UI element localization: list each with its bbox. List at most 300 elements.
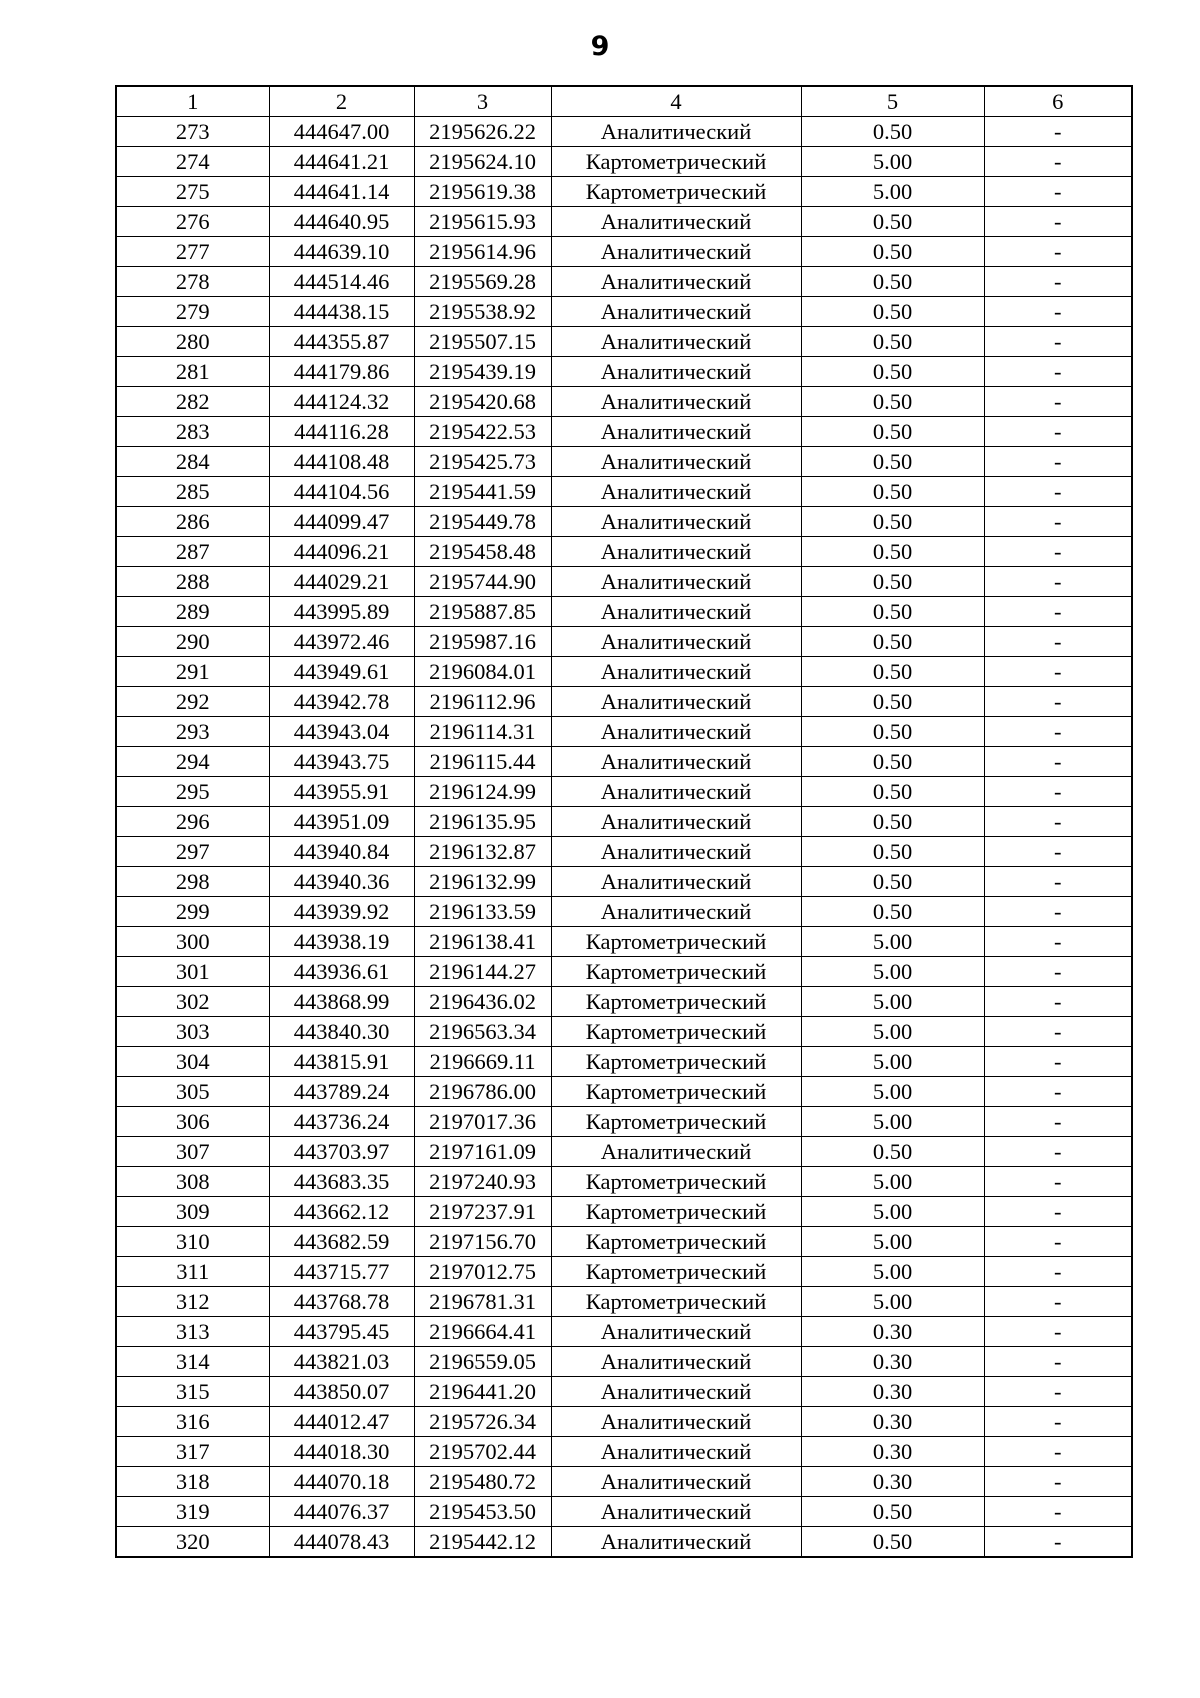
x-coordinate-cell: 444641.21: [269, 147, 414, 177]
x-coordinate-cell: 444018.30: [269, 1437, 414, 1467]
method-cell: Картометрический: [551, 177, 801, 207]
accuracy-cell: 5.00: [801, 1197, 984, 1227]
method-cell: Аналитический: [551, 657, 801, 687]
accuracy-cell: 0.50: [801, 387, 984, 417]
coordinates-table: [115, 85, 1133, 1558]
accuracy-cell: 5.00: [801, 147, 984, 177]
description-cell: -: [984, 1437, 1132, 1467]
accuracy-cell: 0.50: [801, 687, 984, 717]
method-cell: Картометрический: [551, 1167, 801, 1197]
accuracy-cell: 5.00: [801, 1107, 984, 1137]
point-number-cell: 295: [116, 777, 269, 807]
point-number-cell: 305: [116, 1077, 269, 1107]
table-row: [116, 447, 1132, 477]
x-coordinate-cell: 443949.61: [269, 657, 414, 687]
accuracy-cell: 0.50: [801, 477, 984, 507]
table-row: [116, 1257, 1132, 1287]
point-number-cell: 283: [116, 417, 269, 447]
y-coordinate-cell: 2197240.93: [414, 1167, 551, 1197]
method-cell: Аналитический: [551, 717, 801, 747]
x-coordinate-cell: 443821.03: [269, 1347, 414, 1377]
description-cell: -: [984, 657, 1132, 687]
point-number-cell: 314: [116, 1347, 269, 1377]
table-row: [116, 1017, 1132, 1047]
method-cell: Аналитический: [551, 627, 801, 657]
accuracy-cell: 0.50: [801, 597, 984, 627]
description-cell: -: [984, 117, 1132, 147]
description-cell: -: [984, 867, 1132, 897]
table-row: [116, 747, 1132, 777]
point-number-cell: 320: [116, 1527, 269, 1558]
point-number-cell: 311: [116, 1257, 269, 1287]
description-cell: -: [984, 717, 1132, 747]
point-number-cell: 319: [116, 1497, 269, 1527]
table-header-row: [116, 86, 1132, 117]
method-cell: Аналитический: [551, 387, 801, 417]
point-number-cell: 290: [116, 627, 269, 657]
point-number-cell: 308: [116, 1167, 269, 1197]
point-number-cell: 307: [116, 1137, 269, 1167]
method-cell: Аналитический: [551, 837, 801, 867]
table-row: [116, 297, 1132, 327]
method-cell: Аналитический: [551, 237, 801, 267]
accuracy-cell: 0.50: [801, 357, 984, 387]
y-coordinate-cell: 2197156.70: [414, 1227, 551, 1257]
point-number-cell: 306: [116, 1107, 269, 1137]
point-number-cell: 289: [116, 597, 269, 627]
point-number-cell: 294: [116, 747, 269, 777]
method-cell: Аналитический: [551, 447, 801, 477]
table-row: [116, 1047, 1132, 1077]
x-coordinate-cell: 443703.97: [269, 1137, 414, 1167]
x-coordinate-cell: 444012.47: [269, 1407, 414, 1437]
y-coordinate-cell: 2196114.31: [414, 717, 551, 747]
method-cell: Аналитический: [551, 477, 801, 507]
y-coordinate-cell: 2195425.73: [414, 447, 551, 477]
x-coordinate-cell: 444099.47: [269, 507, 414, 537]
method-cell: Картометрический: [551, 927, 801, 957]
table-row: [116, 687, 1132, 717]
accuracy-cell: 0.30: [801, 1437, 984, 1467]
method-cell: Картометрический: [551, 1077, 801, 1107]
description-cell: -: [984, 1017, 1132, 1047]
y-coordinate-cell: 2196786.00: [414, 1077, 551, 1107]
point-number-cell: 309: [116, 1197, 269, 1227]
table-row: [116, 1197, 1132, 1227]
table-row: [116, 1077, 1132, 1107]
table-row: [116, 1437, 1132, 1467]
point-number-cell: 287: [116, 537, 269, 567]
x-coordinate-cell: 443795.45: [269, 1317, 414, 1347]
description-cell: -: [984, 1107, 1132, 1137]
y-coordinate-cell: 2196115.44: [414, 747, 551, 777]
accuracy-cell: 5.00: [801, 1227, 984, 1257]
column-header-5: 5: [801, 86, 984, 117]
point-number-cell: 288: [116, 567, 269, 597]
accuracy-cell: 0.30: [801, 1347, 984, 1377]
y-coordinate-cell: 2195614.96: [414, 237, 551, 267]
accuracy-cell: 0.50: [801, 327, 984, 357]
x-coordinate-cell: 443840.30: [269, 1017, 414, 1047]
y-coordinate-cell: 2195507.15: [414, 327, 551, 357]
description-cell: -: [984, 1287, 1132, 1317]
method-cell: Картометрический: [551, 987, 801, 1017]
method-cell: Аналитический: [551, 267, 801, 297]
point-number-cell: 282: [116, 387, 269, 417]
accuracy-cell: 0.50: [801, 117, 984, 147]
y-coordinate-cell: 2196124.99: [414, 777, 551, 807]
table-row: [116, 807, 1132, 837]
point-number-cell: 301: [116, 957, 269, 987]
point-number-cell: 275: [116, 177, 269, 207]
point-number-cell: 276: [116, 207, 269, 237]
method-cell: Аналитический: [551, 777, 801, 807]
description-cell: -: [984, 777, 1132, 807]
table-row: [116, 897, 1132, 927]
x-coordinate-cell: 444179.86: [269, 357, 414, 387]
y-coordinate-cell: 2196084.01: [414, 657, 551, 687]
point-number-cell: 280: [116, 327, 269, 357]
table-row: [116, 537, 1132, 567]
column-header-3: 3: [414, 86, 551, 117]
y-coordinate-cell: 2195702.44: [414, 1437, 551, 1467]
x-coordinate-cell: 443940.84: [269, 837, 414, 867]
method-cell: Аналитический: [551, 747, 801, 777]
table-row: [116, 1527, 1132, 1558]
accuracy-cell: 0.50: [801, 447, 984, 477]
accuracy-cell: 0.50: [801, 207, 984, 237]
y-coordinate-cell: 2195569.28: [414, 267, 551, 297]
accuracy-cell: 5.00: [801, 1287, 984, 1317]
table-row: [116, 507, 1132, 537]
accuracy-cell: 5.00: [801, 177, 984, 207]
table-row: [116, 657, 1132, 687]
x-coordinate-cell: 444116.28: [269, 417, 414, 447]
description-cell: -: [984, 447, 1132, 477]
point-number-cell: 274: [116, 147, 269, 177]
description-cell: -: [984, 387, 1132, 417]
method-cell: Аналитический: [551, 1137, 801, 1167]
x-coordinate-cell: 444639.10: [269, 237, 414, 267]
y-coordinate-cell: 2196669.11: [414, 1047, 551, 1077]
description-cell: -: [984, 1407, 1132, 1437]
y-coordinate-cell: 2196138.41: [414, 927, 551, 957]
description-cell: -: [984, 507, 1132, 537]
point-number-cell: 277: [116, 237, 269, 267]
x-coordinate-cell: 443942.78: [269, 687, 414, 717]
accuracy-cell: 0.50: [801, 807, 984, 837]
y-coordinate-cell: 2196135.95: [414, 807, 551, 837]
x-coordinate-cell: 444070.18: [269, 1467, 414, 1497]
table-row: [116, 1377, 1132, 1407]
x-coordinate-cell: 443736.24: [269, 1107, 414, 1137]
method-cell: Аналитический: [551, 807, 801, 837]
table-row: [116, 927, 1132, 957]
point-number-cell: 279: [116, 297, 269, 327]
description-cell: -: [984, 987, 1132, 1017]
accuracy-cell: 5.00: [801, 987, 984, 1017]
method-cell: Аналитический: [551, 357, 801, 387]
description-cell: -: [984, 687, 1132, 717]
method-cell: Картометрический: [551, 1287, 801, 1317]
y-coordinate-cell: 2197161.09: [414, 1137, 551, 1167]
accuracy-cell: 0.50: [801, 1527, 984, 1558]
table-row: [116, 717, 1132, 747]
description-cell: -: [984, 237, 1132, 267]
description-cell: -: [984, 1047, 1132, 1077]
x-coordinate-cell: 444641.14: [269, 177, 414, 207]
method-cell: Картометрический: [551, 1257, 801, 1287]
y-coordinate-cell: 2196664.41: [414, 1317, 551, 1347]
y-coordinate-cell: 2195624.10: [414, 147, 551, 177]
description-cell: -: [984, 297, 1132, 327]
y-coordinate-cell: 2196781.31: [414, 1287, 551, 1317]
table-row: [116, 777, 1132, 807]
method-cell: Картометрический: [551, 1017, 801, 1047]
point-number-cell: 318: [116, 1467, 269, 1497]
y-coordinate-cell: 2196132.99: [414, 867, 551, 897]
point-number-cell: 298: [116, 867, 269, 897]
method-cell: Аналитический: [551, 897, 801, 927]
description-cell: -: [984, 477, 1132, 507]
method-cell: Картометрический: [551, 1047, 801, 1077]
accuracy-cell: 0.50: [801, 297, 984, 327]
y-coordinate-cell: 2196132.87: [414, 837, 551, 867]
x-coordinate-cell: 443683.35: [269, 1167, 414, 1197]
y-coordinate-cell: 2197237.91: [414, 1197, 551, 1227]
x-coordinate-cell: 443972.46: [269, 627, 414, 657]
point-number-cell: 296: [116, 807, 269, 837]
accuracy-cell: 0.50: [801, 267, 984, 297]
table-row: [116, 1287, 1132, 1317]
y-coordinate-cell: 2195441.59: [414, 477, 551, 507]
x-coordinate-cell: 443943.75: [269, 747, 414, 777]
table-row: [116, 207, 1132, 237]
x-coordinate-cell: 443940.36: [269, 867, 414, 897]
y-coordinate-cell: 2195453.50: [414, 1497, 551, 1527]
method-cell: Аналитический: [551, 327, 801, 357]
accuracy-cell: 0.50: [801, 237, 984, 267]
y-coordinate-cell: 2195887.85: [414, 597, 551, 627]
method-cell: Аналитический: [551, 597, 801, 627]
table-row: [116, 147, 1132, 177]
x-coordinate-cell: 444514.46: [269, 267, 414, 297]
accuracy-cell: 0.50: [801, 507, 984, 537]
description-cell: -: [984, 1257, 1132, 1287]
table-row: [116, 177, 1132, 207]
x-coordinate-cell: 444124.32: [269, 387, 414, 417]
y-coordinate-cell: 2195619.38: [414, 177, 551, 207]
x-coordinate-cell: 444355.87: [269, 327, 414, 357]
y-coordinate-cell: 2196441.20: [414, 1377, 551, 1407]
method-cell: Картометрический: [551, 1107, 801, 1137]
accuracy-cell: 0.30: [801, 1467, 984, 1497]
accuracy-cell: 0.30: [801, 1317, 984, 1347]
x-coordinate-cell: 444104.56: [269, 477, 414, 507]
column-header-4: 4: [551, 86, 801, 117]
table-row: [116, 387, 1132, 417]
point-number-cell: 302: [116, 987, 269, 1017]
description-cell: -: [984, 1137, 1132, 1167]
point-number-cell: 297: [116, 837, 269, 867]
accuracy-cell: 0.50: [801, 657, 984, 687]
method-cell: Аналитический: [551, 297, 801, 327]
point-number-cell: 317: [116, 1437, 269, 1467]
point-number-cell: 286: [116, 507, 269, 537]
table-row: [116, 1167, 1132, 1197]
point-number-cell: 312: [116, 1287, 269, 1317]
accuracy-cell: 5.00: [801, 957, 984, 987]
description-cell: -: [984, 1467, 1132, 1497]
x-coordinate-cell: 444029.21: [269, 567, 414, 597]
method-cell: Картометрический: [551, 1227, 801, 1257]
page-number: 9: [590, 31, 610, 62]
table-row: [116, 1137, 1132, 1167]
accuracy-cell: 0.50: [801, 837, 984, 867]
table-row: [116, 867, 1132, 897]
description-cell: -: [984, 807, 1132, 837]
method-cell: Аналитический: [551, 1467, 801, 1497]
point-number-cell: 281: [116, 357, 269, 387]
description-cell: -: [984, 1347, 1132, 1377]
y-coordinate-cell: 2196112.96: [414, 687, 551, 717]
description-cell: -: [984, 1227, 1132, 1257]
accuracy-cell: 0.50: [801, 1497, 984, 1527]
column-header-2: 2: [269, 86, 414, 117]
point-number-cell: 303: [116, 1017, 269, 1047]
point-number-cell: 284: [116, 447, 269, 477]
table-row: [116, 1227, 1132, 1257]
description-cell: -: [984, 897, 1132, 927]
y-coordinate-cell: 2195744.90: [414, 567, 551, 597]
x-coordinate-cell: 443768.78: [269, 1287, 414, 1317]
x-coordinate-cell: 444438.15: [269, 297, 414, 327]
column-header-6: 6: [984, 86, 1132, 117]
description-cell: -: [984, 1497, 1132, 1527]
method-cell: Аналитический: [551, 567, 801, 597]
description-cell: -: [984, 537, 1132, 567]
table-row: [116, 567, 1132, 597]
method-cell: Аналитический: [551, 207, 801, 237]
x-coordinate-cell: 443938.19: [269, 927, 414, 957]
x-coordinate-cell: 443789.24: [269, 1077, 414, 1107]
description-cell: -: [984, 327, 1132, 357]
y-coordinate-cell: 2195538.92: [414, 297, 551, 327]
y-coordinate-cell: 2195439.19: [414, 357, 551, 387]
x-coordinate-cell: 443815.91: [269, 1047, 414, 1077]
description-cell: -: [984, 147, 1132, 177]
description-cell: -: [984, 1197, 1132, 1227]
y-coordinate-cell: 2195726.34: [414, 1407, 551, 1437]
accuracy-cell: 0.50: [801, 897, 984, 927]
method-cell: Аналитический: [551, 1317, 801, 1347]
method-cell: Аналитический: [551, 1497, 801, 1527]
method-cell: Аналитический: [551, 1347, 801, 1377]
description-cell: -: [984, 1167, 1132, 1197]
method-cell: Аналитический: [551, 1527, 801, 1558]
point-number-cell: 278: [116, 267, 269, 297]
description-cell: -: [984, 417, 1132, 447]
method-cell: Аналитический: [551, 687, 801, 717]
table-row: [116, 417, 1132, 447]
accuracy-cell: 5.00: [801, 1257, 984, 1287]
table-row: [116, 1467, 1132, 1497]
y-coordinate-cell: 2196559.05: [414, 1347, 551, 1377]
x-coordinate-cell: 443939.92: [269, 897, 414, 927]
table-row: [116, 957, 1132, 987]
y-coordinate-cell: 2197012.75: [414, 1257, 551, 1287]
x-coordinate-cell: 443995.89: [269, 597, 414, 627]
method-cell: Аналитический: [551, 117, 801, 147]
y-coordinate-cell: 2195626.22: [414, 117, 551, 147]
method-cell: Аналитический: [551, 417, 801, 447]
y-coordinate-cell: 2196133.59: [414, 897, 551, 927]
y-coordinate-cell: 2196436.02: [414, 987, 551, 1017]
table-row: [116, 237, 1132, 267]
method-cell: Аналитический: [551, 867, 801, 897]
x-coordinate-cell: 444647.00: [269, 117, 414, 147]
point-number-cell: 316: [116, 1407, 269, 1437]
x-coordinate-cell: 443715.77: [269, 1257, 414, 1287]
method-cell: Картометрический: [551, 957, 801, 987]
accuracy-cell: 0.50: [801, 567, 984, 597]
point-number-cell: 293: [116, 717, 269, 747]
accuracy-cell: 0.30: [801, 1407, 984, 1437]
x-coordinate-cell: 444096.21: [269, 537, 414, 567]
accuracy-cell: 0.50: [801, 1137, 984, 1167]
description-cell: -: [984, 837, 1132, 867]
table-row: [116, 1347, 1132, 1377]
y-coordinate-cell: 2196563.34: [414, 1017, 551, 1047]
point-number-cell: 313: [116, 1317, 269, 1347]
accuracy-cell: 5.00: [801, 1017, 984, 1047]
accuracy-cell: 0.50: [801, 717, 984, 747]
description-cell: -: [984, 177, 1132, 207]
description-cell: -: [984, 1377, 1132, 1407]
point-number-cell: 310: [116, 1227, 269, 1257]
table-row: [116, 1107, 1132, 1137]
description-cell: -: [984, 357, 1132, 387]
table-row: [116, 1317, 1132, 1347]
table-body: [116, 117, 1132, 1558]
table-row: [116, 1497, 1132, 1527]
y-coordinate-cell: 2195987.16: [414, 627, 551, 657]
method-cell: Аналитический: [551, 1407, 801, 1437]
method-cell: Аналитический: [551, 507, 801, 537]
table-row: [116, 837, 1132, 867]
method-cell: Аналитический: [551, 537, 801, 567]
description-cell: -: [984, 747, 1132, 777]
method-cell: Аналитический: [551, 1437, 801, 1467]
accuracy-cell: 0.50: [801, 537, 984, 567]
description-cell: -: [984, 927, 1132, 957]
x-coordinate-cell: 443951.09: [269, 807, 414, 837]
x-coordinate-cell: 444076.37: [269, 1497, 414, 1527]
table-row: [116, 357, 1132, 387]
point-number-cell: 285: [116, 477, 269, 507]
accuracy-cell: 5.00: [801, 1167, 984, 1197]
description-cell: -: [984, 957, 1132, 987]
point-number-cell: 273: [116, 117, 269, 147]
method-cell: Аналитический: [551, 1377, 801, 1407]
x-coordinate-cell: 443936.61: [269, 957, 414, 987]
y-coordinate-cell: 2196144.27: [414, 957, 551, 987]
accuracy-cell: 0.30: [801, 1377, 984, 1407]
y-coordinate-cell: 2195615.93: [414, 207, 551, 237]
accuracy-cell: 0.50: [801, 747, 984, 777]
description-cell: -: [984, 627, 1132, 657]
accuracy-cell: 5.00: [801, 1077, 984, 1107]
